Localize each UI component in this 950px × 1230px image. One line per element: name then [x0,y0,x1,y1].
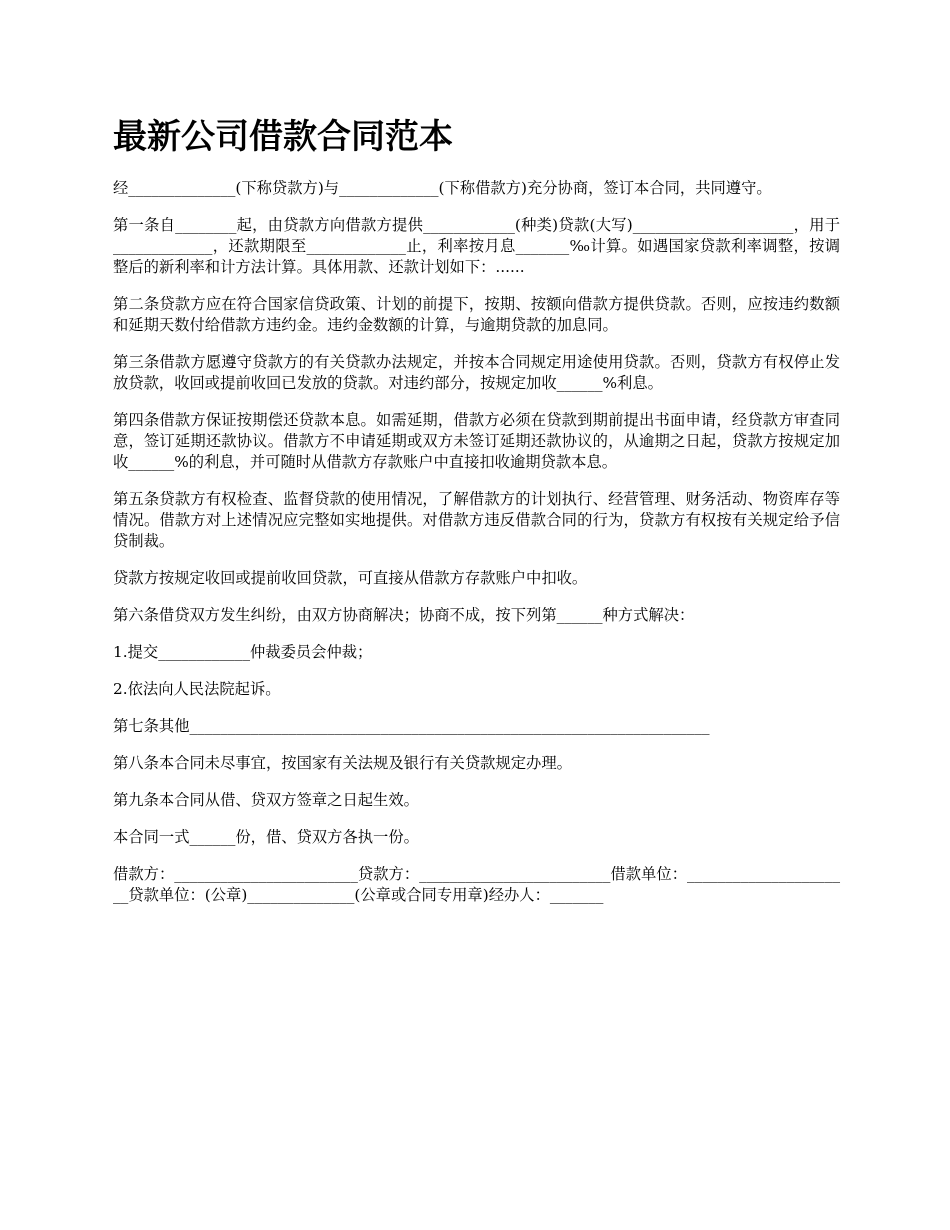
paragraph-article-3: 第三条借款方愿遵守贷款方的有关贷款办法规定，并按本合同规定用途使用贷款。否则，贷款方有权停止发放贷款，收回或提前收回已发放的贷款。对违约部分，按规定加收______%利息。 [113,353,840,392]
paragraph-article-8: 第八条本合同未尽事宜，按国家有关法规及银行有关贷款规定办理。 [113,754,572,772]
paragraph-article-1: 第一条自________起，由贷款方向借款方提供____________(种类)贷款(大写)_____________________，用于_____________，还款期限至_____________止，利率按月息_______‰计算。如遇国家贷款利率调整，按调整后的新利率和计方法计算。具体用款、还款计划如下：...... [113,216,840,276]
paragraph-copies: 本合同一式______份，借、贷双方各执一份。 [113,828,419,846]
document-page [113,112,840,922]
paragraph-signatures: 借款方：________________________贷款方：_________________________借款单位：______________________贷款单位：(公章)______________(公章或合同专用章)经办人：_______ [113,865,840,904]
document-title: 最新公司借款合同范本 [113,117,453,157]
paragraph-option-2: 2.依法向人民法院起诉。 [113,680,281,698]
paragraph-article-5-note: 贷款方按规定收回或提前收回贷款，可直接从借款方存款账户中扣收。 [113,569,588,587]
paragraph-article-4: 第四条借款方保证按期偿还贷款本息。如需延期，借款方必须在贷款到期前提出书面申请，经贷款方审查同意，签订延期还款协议。借款方不申请延期或双方未签订延期还款协议的，从逾期之日起，贷款方按规定加收______%的利息，并可随时从借款方存款账户中直接扣收逾期贷款本息。 [113,411,840,471]
paragraph-article-5: 第五条贷款方有权检查、监督贷款的使用情况，了解借款方的计划执行、经营管理、财务活动、物资库存等情况。借款方对上述情况应完整如实地提供。对借款方违反借款合同的行为，贷款方有权按有关规定给予信贷制裁。 [113,490,840,550]
paragraph-article-7: 第七条其他____________________________________________________________________ [113,717,710,735]
paragraph-article-9: 第九条本合同从借、贷双方签章之日起生效。 [113,791,419,809]
paragraph-article-6: 第六条借贷双方发生纠纷，由双方协商解决；协商不成，按下列第______种方式解决： [113,606,695,624]
paragraph-preamble: 经______________(下称贷款方)与_____________(下称借款方)充分协商，签订本合同，共同遵守。 [113,179,772,197]
paragraph-option-1: 1.提交____________仲裁委员会仲裁； [113,643,373,661]
paragraph-article-2: 第二条贷款方应在符合国家信贷政策、计划的前提下，按期、按额向借款方提供贷款。否则，应按违约数额和延期天数付给借款方违约金。违约金数额的计算，与逾期贷款的加息同。 [113,295,840,334]
